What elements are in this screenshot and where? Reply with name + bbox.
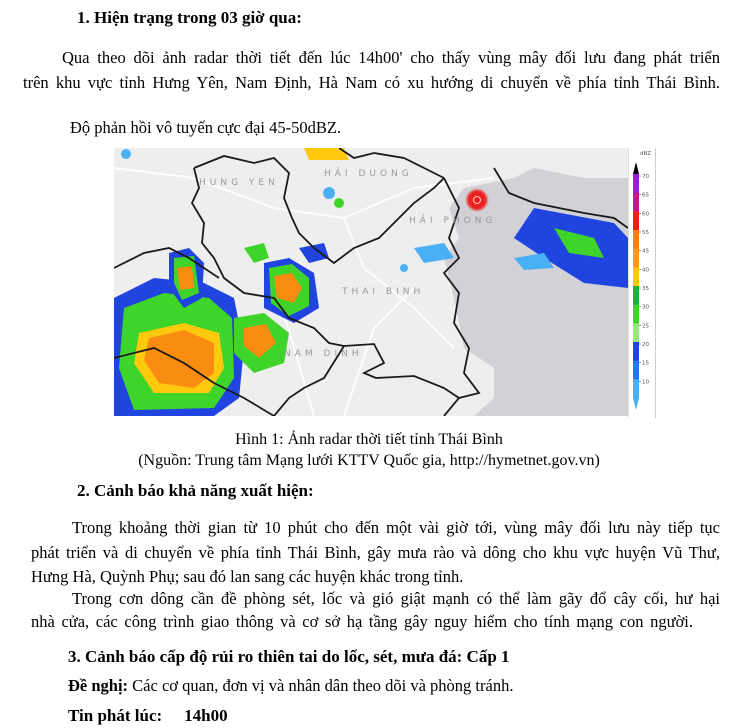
legend-color-band	[633, 174, 639, 193]
legend-tick-label: 30	[642, 304, 649, 311]
section-1-paragraph-line-2: trên khu vực tỉnh Hưng Yên, Nam Định, Hà Nam có xu hướng di chuyển về phía tỉnh Thái Bình.	[23, 73, 720, 92]
legend-color-band	[633, 342, 639, 361]
section-2-p1-line-2: phát triển và di chuyển về phía tỉnh Thái Bình, gây mưa rào và dông cho khu vực huyện Vũ Thư,	[31, 543, 720, 562]
legend-tick-label: 20	[642, 342, 649, 348]
issued-time-value: 14h00	[184, 706, 228, 725]
section-2-p2-line-1: Trong cơn dông cần đề phòng sét, lốc và gió giật mạnh có thể làm gãy đổ cây cối, hư hại	[72, 589, 720, 608]
section-1-paragraph-line-1: Qua theo dõi ảnh radar thời tiết đến lúc 14h00' cho thấy vùng mây đối lưu đang phát triển	[62, 48, 720, 67]
label-hai-phong: HẢI PHONG	[409, 216, 497, 226]
issued-time-label: Tin phát lúc:	[68, 706, 163, 725]
radar-map-svg	[114, 148, 628, 416]
section-1-heading: 1. Hiện trạng trong 03 giờ qua:	[77, 8, 302, 27]
legend-top-arrow	[633, 162, 639, 174]
legend-tick-label: 10	[642, 379, 649, 386]
legend-svg	[629, 148, 655, 418]
legend-color-band	[633, 323, 639, 342]
section-2-p1-line-1: Trong khoảng thời gian từ 10 phút cho đến một vài giờ tới, vùng mây đối lưu này tiếp tục	[72, 518, 720, 537]
legend-tick-label: 25	[642, 323, 649, 330]
legend-tick-label: 40	[642, 267, 649, 274]
legend-tick-label: 70	[642, 174, 649, 180]
legend-color-band	[633, 211, 639, 230]
legend-tick-label: 60	[642, 211, 649, 218]
radar-map	[114, 148, 628, 416]
figure-source: (Nguồn: Trung tâm Mạng lưới KTTV Quốc gia, http://hymetnet.gov.vn)	[138, 452, 600, 469]
legend-color-band	[633, 193, 639, 212]
label-thai-binh: THAI BINH	[342, 287, 425, 297]
legend-tick-label: 45	[642, 248, 649, 255]
radar-station-marker	[465, 188, 489, 212]
legend-color-band	[633, 305, 639, 324]
section-2-p2-line-2: nhà cửa, các công trình giao thông và cơ sở hạ tầng gây nguy hiểm cho tính mạng con người.	[31, 612, 693, 631]
legend-color-band	[633, 267, 639, 286]
legend-color-band	[633, 249, 639, 268]
legend-tick-label: 35	[642, 286, 649, 292]
section-2-p1-line-3: Hưng Hà, Quỳnh Phụ; sau đó lan sang các huyện khác trong tỉnh.	[31, 567, 464, 586]
legend-tick-label: 65	[642, 192, 649, 199]
recommendation-text: Các cơ quan, đơn vị và nhân dân theo dõi và phòng tránh.	[128, 676, 514, 695]
legend-color-band	[633, 361, 639, 380]
legend-color-band	[633, 230, 639, 249]
figure-caption: Hình 1: Ảnh radar thời tiết tỉnh Thái Bình	[235, 431, 503, 448]
label-hung-yen: HUNG YEN	[199, 178, 279, 188]
legend-bottom-arrow	[633, 398, 639, 410]
section-2-heading: 2. Cảnh báo khả năng xuất hiện:	[77, 481, 314, 500]
legend-color-band	[633, 286, 639, 305]
legend-color-band	[633, 379, 639, 398]
legend-tick-label: 15	[642, 360, 649, 367]
legend-tick-label: 55	[642, 230, 649, 236]
label-hai-duong: HẢI DUONG	[324, 169, 413, 179]
issued-time-row	[68, 706, 228, 726]
reflectivity-text: Độ phản hồi vô tuyến cực đại 45-50dBZ.	[70, 118, 342, 137]
legend-unit: dBZ	[640, 151, 652, 157]
recommendation-label: Đề nghị:	[68, 676, 129, 695]
recommendation	[68, 676, 513, 696]
reflectivity-legend	[628, 148, 656, 418]
section-3-heading: 3. Cảnh báo cấp độ rủi ro thiên tai do lốc, sét, mưa đá: Cấp 1	[68, 647, 510, 666]
label-nam-dinh: NAM DINH	[284, 349, 363, 359]
